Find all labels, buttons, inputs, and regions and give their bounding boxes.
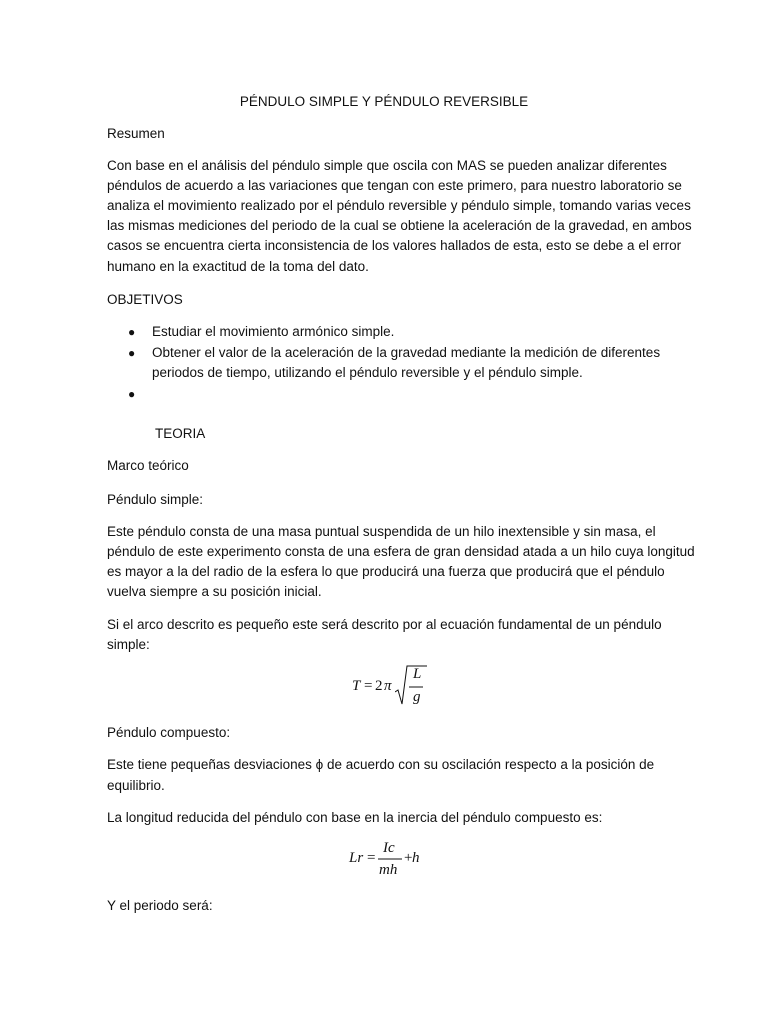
resumen-line: casos se encuentra cierta inconsistencia de los valores hallados de esta, esto se debe a el error [107, 238, 682, 253]
eq2-equals: = [367, 850, 376, 866]
pendulo-simple-line: péndulo de este experimento consta de una esfera de gran densidad atada a un hilo cuya longitud [107, 544, 695, 559]
pendulo-simple-line: vuelva siempre a su posición inicial. [107, 584, 322, 599]
objetivos-heading: OBJETIVOS [107, 292, 183, 307]
resumen-line: analiza el movimiento realizado por el péndulo reversible y péndulo simple, tomando varias veces [107, 198, 691, 213]
resumen-line: Con base en el análisis del péndulo simple que oscila con MAS se pueden analizar diferentes [107, 158, 667, 173]
eq1-equals: = [364, 678, 373, 694]
arco-line: simple: [107, 637, 150, 652]
resumen-line: péndulos de acuerdo a las variaciones que tengan con este primero, para nuestro laboratorio se [107, 178, 682, 193]
pendulo-compuesto-heading: Péndulo compuesto: [107, 725, 231, 740]
teoria-heading: TEORIA [155, 426, 206, 441]
document-title: PÉNDULO SIMPLE Y PÉNDULO REVERSIBLE [239, 94, 529, 109]
compuesto-line: Este tiene pequeñas desviaciones ϕ de acuerdo con su oscilación respecto a la posición de [107, 757, 655, 772]
eq1-pi: π [384, 678, 392, 694]
equation-reduced-length [345, 838, 435, 882]
eq2-numerator: Ic [383, 840, 395, 856]
objetivo-item-continuation: periodos de tiempo, utilizando el péndulo reversible y el péndulo simple. [152, 365, 583, 380]
objetivo-item: Estudiar el movimiento armónico simple. [152, 324, 395, 339]
compuesto-line: equilibrio. [107, 778, 165, 793]
pendulo-simple-line: Este péndulo consta de una masa puntual suspendida de un hilo inextensible y sin masa, el [107, 524, 656, 539]
eq1-denominator: g [413, 689, 421, 705]
objetivo-item: Obtener el valor de la aceleración de la gravedad mediante la medición de diferentes [152, 345, 661, 360]
fraction-bar [378, 858, 402, 860]
periodo-line: Y el periodo será: [107, 898, 213, 913]
resumen-line: las mismas mediciones del periodo de la cual se obtiene la aceleración de la gravedad, en ambos [107, 218, 692, 233]
square-root-sign [395, 664, 427, 708]
eq1-lhs: T [352, 678, 361, 694]
equation-period-simple [340, 660, 440, 710]
bullet-icon: ● [128, 346, 136, 360]
eq2-plus: + [404, 850, 413, 866]
eq2-lhs: Lr [349, 850, 364, 866]
bullet-icon: ● [128, 387, 136, 401]
eq1-coefficient: 2 [375, 678, 383, 694]
pendulo-simple-heading: Péndulo simple: [107, 492, 204, 507]
marco-teorico-heading: Marco teórico [107, 458, 189, 473]
eq2-term: h [412, 850, 420, 866]
resumen-heading: Resumen [107, 126, 165, 141]
eq2-denominator: mh [379, 862, 398, 878]
arco-line: Si el arco descrito es pequeño este será descrito por al ecuación fundamental de un péndulo [107, 617, 662, 632]
bullet-icon: ● [128, 325, 136, 339]
longitud-reducida-line: La longitud reducida del péndulo con base en la inercia del péndulo compuesto es: [107, 810, 603, 825]
pendulo-simple-line: es mayor a la del radio de la esfera lo que producirá una fuerza que producirá que el péndulo [107, 564, 665, 579]
resumen-line: humano en la exactitud de la toma del dato. [107, 259, 369, 274]
eq1-numerator: L [413, 666, 422, 682]
